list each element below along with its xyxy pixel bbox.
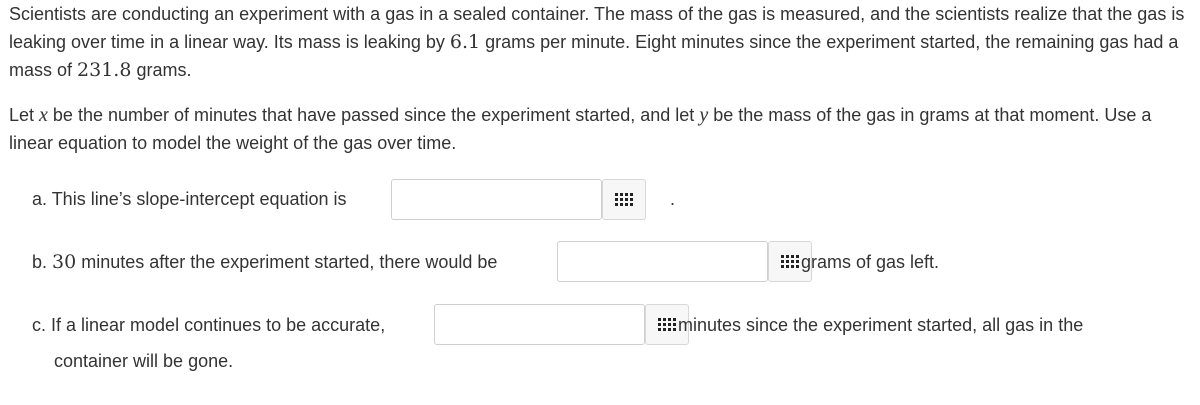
definitions-text-2: be the number of minutes that have passed since the experiment started, and let xyxy=(47,105,700,125)
question-b-label-suffix: minutes after the experiment started, there would be xyxy=(76,252,498,272)
variable-x: x xyxy=(39,104,48,126)
keypad-icon xyxy=(658,318,676,331)
definitions-text-1: Let xyxy=(9,105,40,125)
question-a-keypad-button[interactable] xyxy=(602,179,646,220)
question-b-minutes: 30 xyxy=(52,251,77,273)
keypad-icon xyxy=(615,193,633,206)
question-b xyxy=(32,248,1200,289)
question-b-after: grams of gas left. xyxy=(801,252,940,272)
keypad-icon xyxy=(781,255,799,268)
intro-text-1: Scientists are conducting an experiment with a gas in a sealed container. The mass of the gas is measured, and the scientists realize that the gas is leaking over time in a linear way. Its mass is leaking by xyxy=(9,4,1185,52)
question-b-label xyxy=(32,248,497,276)
question-a-label: a. This line’s slope-intercept equation is xyxy=(32,189,347,209)
intro-text-3: grams. xyxy=(131,60,192,80)
leak-rate-value: 6.1 xyxy=(449,31,481,53)
question-c-after-line1: minutes since the experiment started, all gas in the xyxy=(678,315,1084,335)
definitions-text-3: be the mass of the gas in grams at that moment. Use a linear equation to model the weight of the gas over time. xyxy=(9,105,1152,153)
problem-definitions xyxy=(9,101,1188,157)
question-a xyxy=(32,185,1200,226)
question-a-answer-input[interactable] xyxy=(391,179,602,220)
question-c-after-line2: container will be gone. xyxy=(54,351,234,371)
question-b-label-prefix: b. xyxy=(32,252,53,272)
problem-intro xyxy=(9,0,1188,84)
question-c-label: c. If a linear model continues to be accurate, xyxy=(32,315,386,335)
question-a-after: . xyxy=(670,189,676,209)
variable-y: y xyxy=(699,104,709,126)
question-c-answer-input[interactable] xyxy=(434,304,645,345)
mass-value: 231.8 xyxy=(77,59,132,81)
intro-text-2: grams per minute. Eight minutes since the experiment started, the remaining gas had a mass of xyxy=(9,32,1179,80)
question-c xyxy=(32,311,1200,381)
question-b-answer-input[interactable] xyxy=(557,241,768,282)
